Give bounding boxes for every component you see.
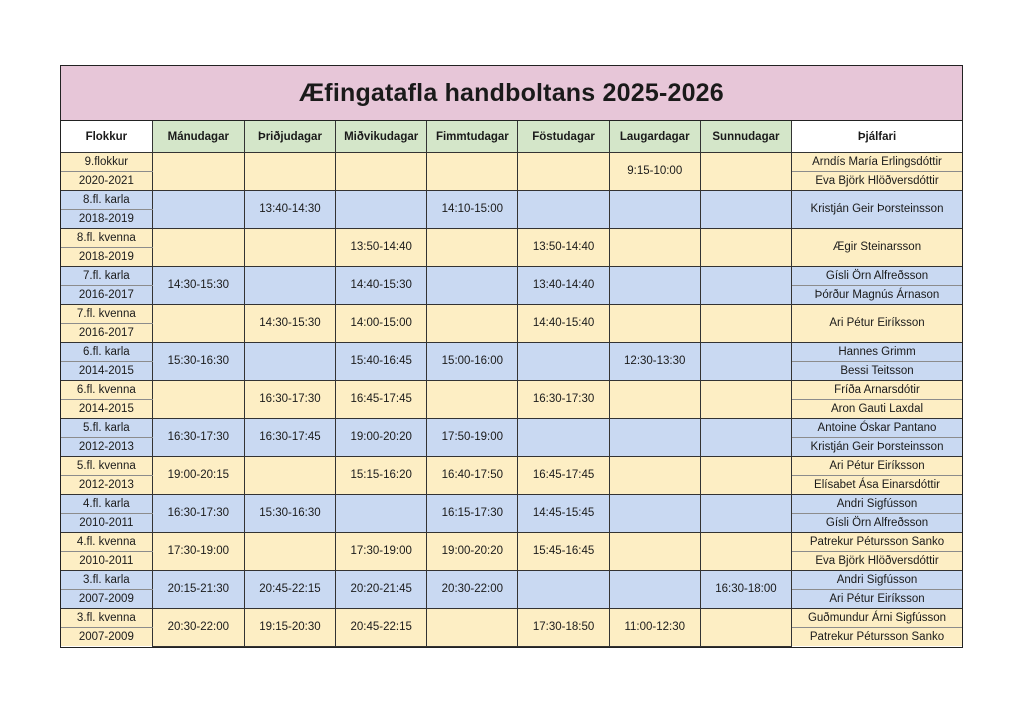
coach-name: Ari Pétur Eiríksson [792,305,962,343]
schedule-table [61,121,962,647]
group-name: 4.fl. karla [61,495,152,514]
group-row [61,609,962,628]
header-tuesday: Þriðjudagar [244,121,335,153]
group-name: 3.fl. karla [61,571,152,590]
group-row [61,153,962,172]
time-cell-monday: 20:15-21:30 [152,571,244,609]
time-cell-wednesday: 15:15-16:20 [336,457,427,495]
group-years: 2007-2009 [61,628,152,647]
time-cell-thursday [427,267,518,305]
coach-name: Eva Björk Hlöðversdóttir [792,552,962,571]
coach-name: Patrekur Pétursson Sanko [792,628,962,647]
time-cell-friday [518,419,609,457]
time-cell-tuesday [244,267,335,305]
header-monday: Mánudagar [152,121,244,153]
time-cell-friday: 13:50-14:40 [518,229,609,267]
time-cell-saturday [609,305,700,343]
time-cell-sunday [700,191,791,229]
time-cell-monday: 16:30-17:30 [152,495,244,533]
time-cell-sunday: 16:30-18:00 [700,571,791,609]
group-years: 2010-2011 [61,552,152,571]
time-cell-sunday [700,229,791,267]
time-cell-thursday [427,609,518,647]
coach-name: Hannes Grimm [792,343,962,362]
time-cell-tuesday: 13:40-14:30 [244,191,335,229]
time-cell-monday [152,305,244,343]
group-years: 2016-2017 [61,286,152,305]
time-cell-tuesday [244,229,335,267]
time-cell-sunday [700,419,791,457]
coach-name: Arndís María Erlingsdóttir [792,153,962,172]
group-name: 6.fl. karla [61,343,152,362]
header-flokkur: Flokkur [61,121,152,153]
group-row [61,457,962,476]
schedule-sheet [60,65,963,648]
time-cell-thursday [427,153,518,191]
time-cell-sunday [700,305,791,343]
time-cell-wednesday: 19:00-20:20 [336,419,427,457]
time-cell-thursday: 19:00-20:20 [427,533,518,571]
time-cell-tuesday: 16:30-17:30 [244,381,335,419]
time-cell-saturday [609,267,700,305]
header-coach: Þjálfari [792,121,962,153]
group-row [61,571,962,590]
coach-name: Andri Sigfússon [792,495,962,514]
time-cell-sunday [700,533,791,571]
group-years: 2007-2009 [61,590,152,609]
time-cell-monday [152,191,244,229]
coach-name: Ari Pétur Eiríksson [792,457,962,476]
group-row [61,191,962,210]
coach-name: Eva Björk Hlöðversdóttir [792,172,962,191]
group-name: 5.fl. karla [61,419,152,438]
time-cell-tuesday: 15:30-16:30 [244,495,335,533]
group-row [61,495,962,514]
time-cell-sunday [700,457,791,495]
time-cell-monday: 15:30-16:30 [152,343,244,381]
coach-name: Fríða Arnarsdótir [792,381,962,400]
coach-name: Þórður Magnús Árnason [792,286,962,305]
time-cell-saturday: 12:30-13:30 [609,343,700,381]
group-years: 2012-2013 [61,438,152,457]
group-years: 2010-2011 [61,514,152,533]
time-cell-wednesday: 20:45-22:15 [336,609,427,647]
time-cell-tuesday: 20:45-22:15 [244,571,335,609]
group-name: 7.fl. kvenna [61,305,152,324]
header-thursday: Fimmtudagar [427,121,518,153]
group-years: 2018-2019 [61,210,152,229]
time-cell-friday: 17:30-18:50 [518,609,609,647]
group-name: 8.fl. kvenna [61,229,152,248]
time-cell-wednesday: 14:00-15:00 [336,305,427,343]
header-sunday: Sunnudagar [700,121,791,153]
coach-name: Guðmundur Árni Sigfússon [792,609,962,628]
time-cell-saturday [609,191,700,229]
time-cell-friday: 15:45-16:45 [518,533,609,571]
group-name: 6.fl. kvenna [61,381,152,400]
time-cell-friday: 14:45-15:45 [518,495,609,533]
time-cell-saturday [609,381,700,419]
time-cell-thursday [427,381,518,419]
time-cell-saturday [609,571,700,609]
time-cell-sunday [700,267,791,305]
coach-name: Elísabet Ása Einarsdóttir [792,476,962,495]
time-cell-friday [518,571,609,609]
coach-name: Bessi Teitsson [792,362,962,381]
group-name: 8.fl. karla [61,191,152,210]
group-row [61,533,962,552]
group-years: 2018-2019 [61,248,152,267]
time-cell-monday: 19:00-20:15 [152,457,244,495]
time-cell-thursday: 17:50-19:00 [427,419,518,457]
time-cell-thursday: 16:15-17:30 [427,495,518,533]
group-years: 2016-2017 [61,324,152,343]
group-years: 2020-2021 [61,172,152,191]
header-friday: Föstudagar [518,121,609,153]
coach-name: Andri Sigfússon [792,571,962,590]
group-row [61,267,962,286]
group-name: 4.fl. kvenna [61,533,152,552]
group-years: 2014-2015 [61,400,152,419]
time-cell-wednesday: 13:50-14:40 [336,229,427,267]
time-cell-saturday [609,495,700,533]
group-name: 9.flokkur [61,153,152,172]
time-cell-monday: 14:30-15:30 [152,267,244,305]
time-cell-thursday: 16:40-17:50 [427,457,518,495]
time-cell-thursday: 15:00-16:00 [427,343,518,381]
coach-name: Gísli Örn Alfreðsson [792,267,962,286]
time-cell-tuesday [244,153,335,191]
group-row [61,381,962,400]
header-saturday: Laugardagar [609,121,700,153]
time-cell-tuesday [244,343,335,381]
group-row [61,305,962,324]
time-cell-thursday [427,305,518,343]
time-cell-wednesday [336,153,427,191]
group-name: 3.fl. kvenna [61,609,152,628]
time-cell-friday [518,191,609,229]
time-cell-sunday [700,153,791,191]
time-cell-friday: 13:40-14:40 [518,267,609,305]
time-cell-friday: 16:45-17:45 [518,457,609,495]
time-cell-friday [518,153,609,191]
time-cell-tuesday: 14:30-15:30 [244,305,335,343]
time-cell-thursday [427,229,518,267]
group-row [61,419,962,438]
header-row [61,121,962,153]
time-cell-wednesday: 16:45-17:45 [336,381,427,419]
time-cell-friday [518,343,609,381]
time-cell-wednesday: 20:20-21:45 [336,571,427,609]
time-cell-sunday [700,495,791,533]
time-cell-sunday [700,343,791,381]
time-cell-sunday [700,381,791,419]
coach-name: Gísli Örn Alfreðsson [792,514,962,533]
time-cell-wednesday [336,191,427,229]
time-cell-friday: 16:30-17:30 [518,381,609,419]
time-cell-saturday [609,419,700,457]
coach-name: Aron Gauti Laxdal [792,400,962,419]
header-wednesday: Miðvikudagar [336,121,427,153]
time-cell-sunday [700,609,791,647]
time-cell-monday: 20:30-22:00 [152,609,244,647]
schedule-body [61,153,962,647]
coach-name: Ari Pétur Eiríksson [792,590,962,609]
page-title: Æfingatafla handboltans 2025-2026 [61,66,962,121]
time-cell-monday [152,229,244,267]
coach-name: Antoine Óskar Pantano [792,419,962,438]
time-cell-saturday: 11:00-12:30 [609,609,700,647]
group-name: 7.fl. karla [61,267,152,286]
time-cell-saturday [609,457,700,495]
time-cell-saturday: 9:15-10:00 [609,153,700,191]
coach-name: Kristján Geir Þorsteinsson [792,438,962,457]
time-cell-saturday [609,533,700,571]
time-cell-monday [152,381,244,419]
group-name: 5.fl. kvenna [61,457,152,476]
time-cell-wednesday: 14:40-15:30 [336,267,427,305]
group-row [61,229,962,248]
time-cell-wednesday [336,495,427,533]
coach-name: Kristján Geir Þorsteinsson [792,191,962,229]
time-cell-tuesday [244,533,335,571]
time-cell-monday: 17:30-19:00 [152,533,244,571]
time-cell-friday: 14:40-15:40 [518,305,609,343]
time-cell-tuesday: 19:15-20:30 [244,609,335,647]
time-cell-saturday [609,229,700,267]
group-years: 2014-2015 [61,362,152,381]
group-years: 2012-2013 [61,476,152,495]
time-cell-tuesday: 16:30-17:45 [244,419,335,457]
coach-name: Ægir Steinarsson [792,229,962,267]
time-cell-wednesday: 15:40-16:45 [336,343,427,381]
time-cell-thursday: 14:10-15:00 [427,191,518,229]
time-cell-wednesday: 17:30-19:00 [336,533,427,571]
group-row [61,343,962,362]
time-cell-monday: 16:30-17:30 [152,419,244,457]
time-cell-tuesday [244,457,335,495]
time-cell-thursday: 20:30-22:00 [427,571,518,609]
coach-name: Patrekur Pétursson Sanko [792,533,962,552]
time-cell-monday [152,153,244,191]
